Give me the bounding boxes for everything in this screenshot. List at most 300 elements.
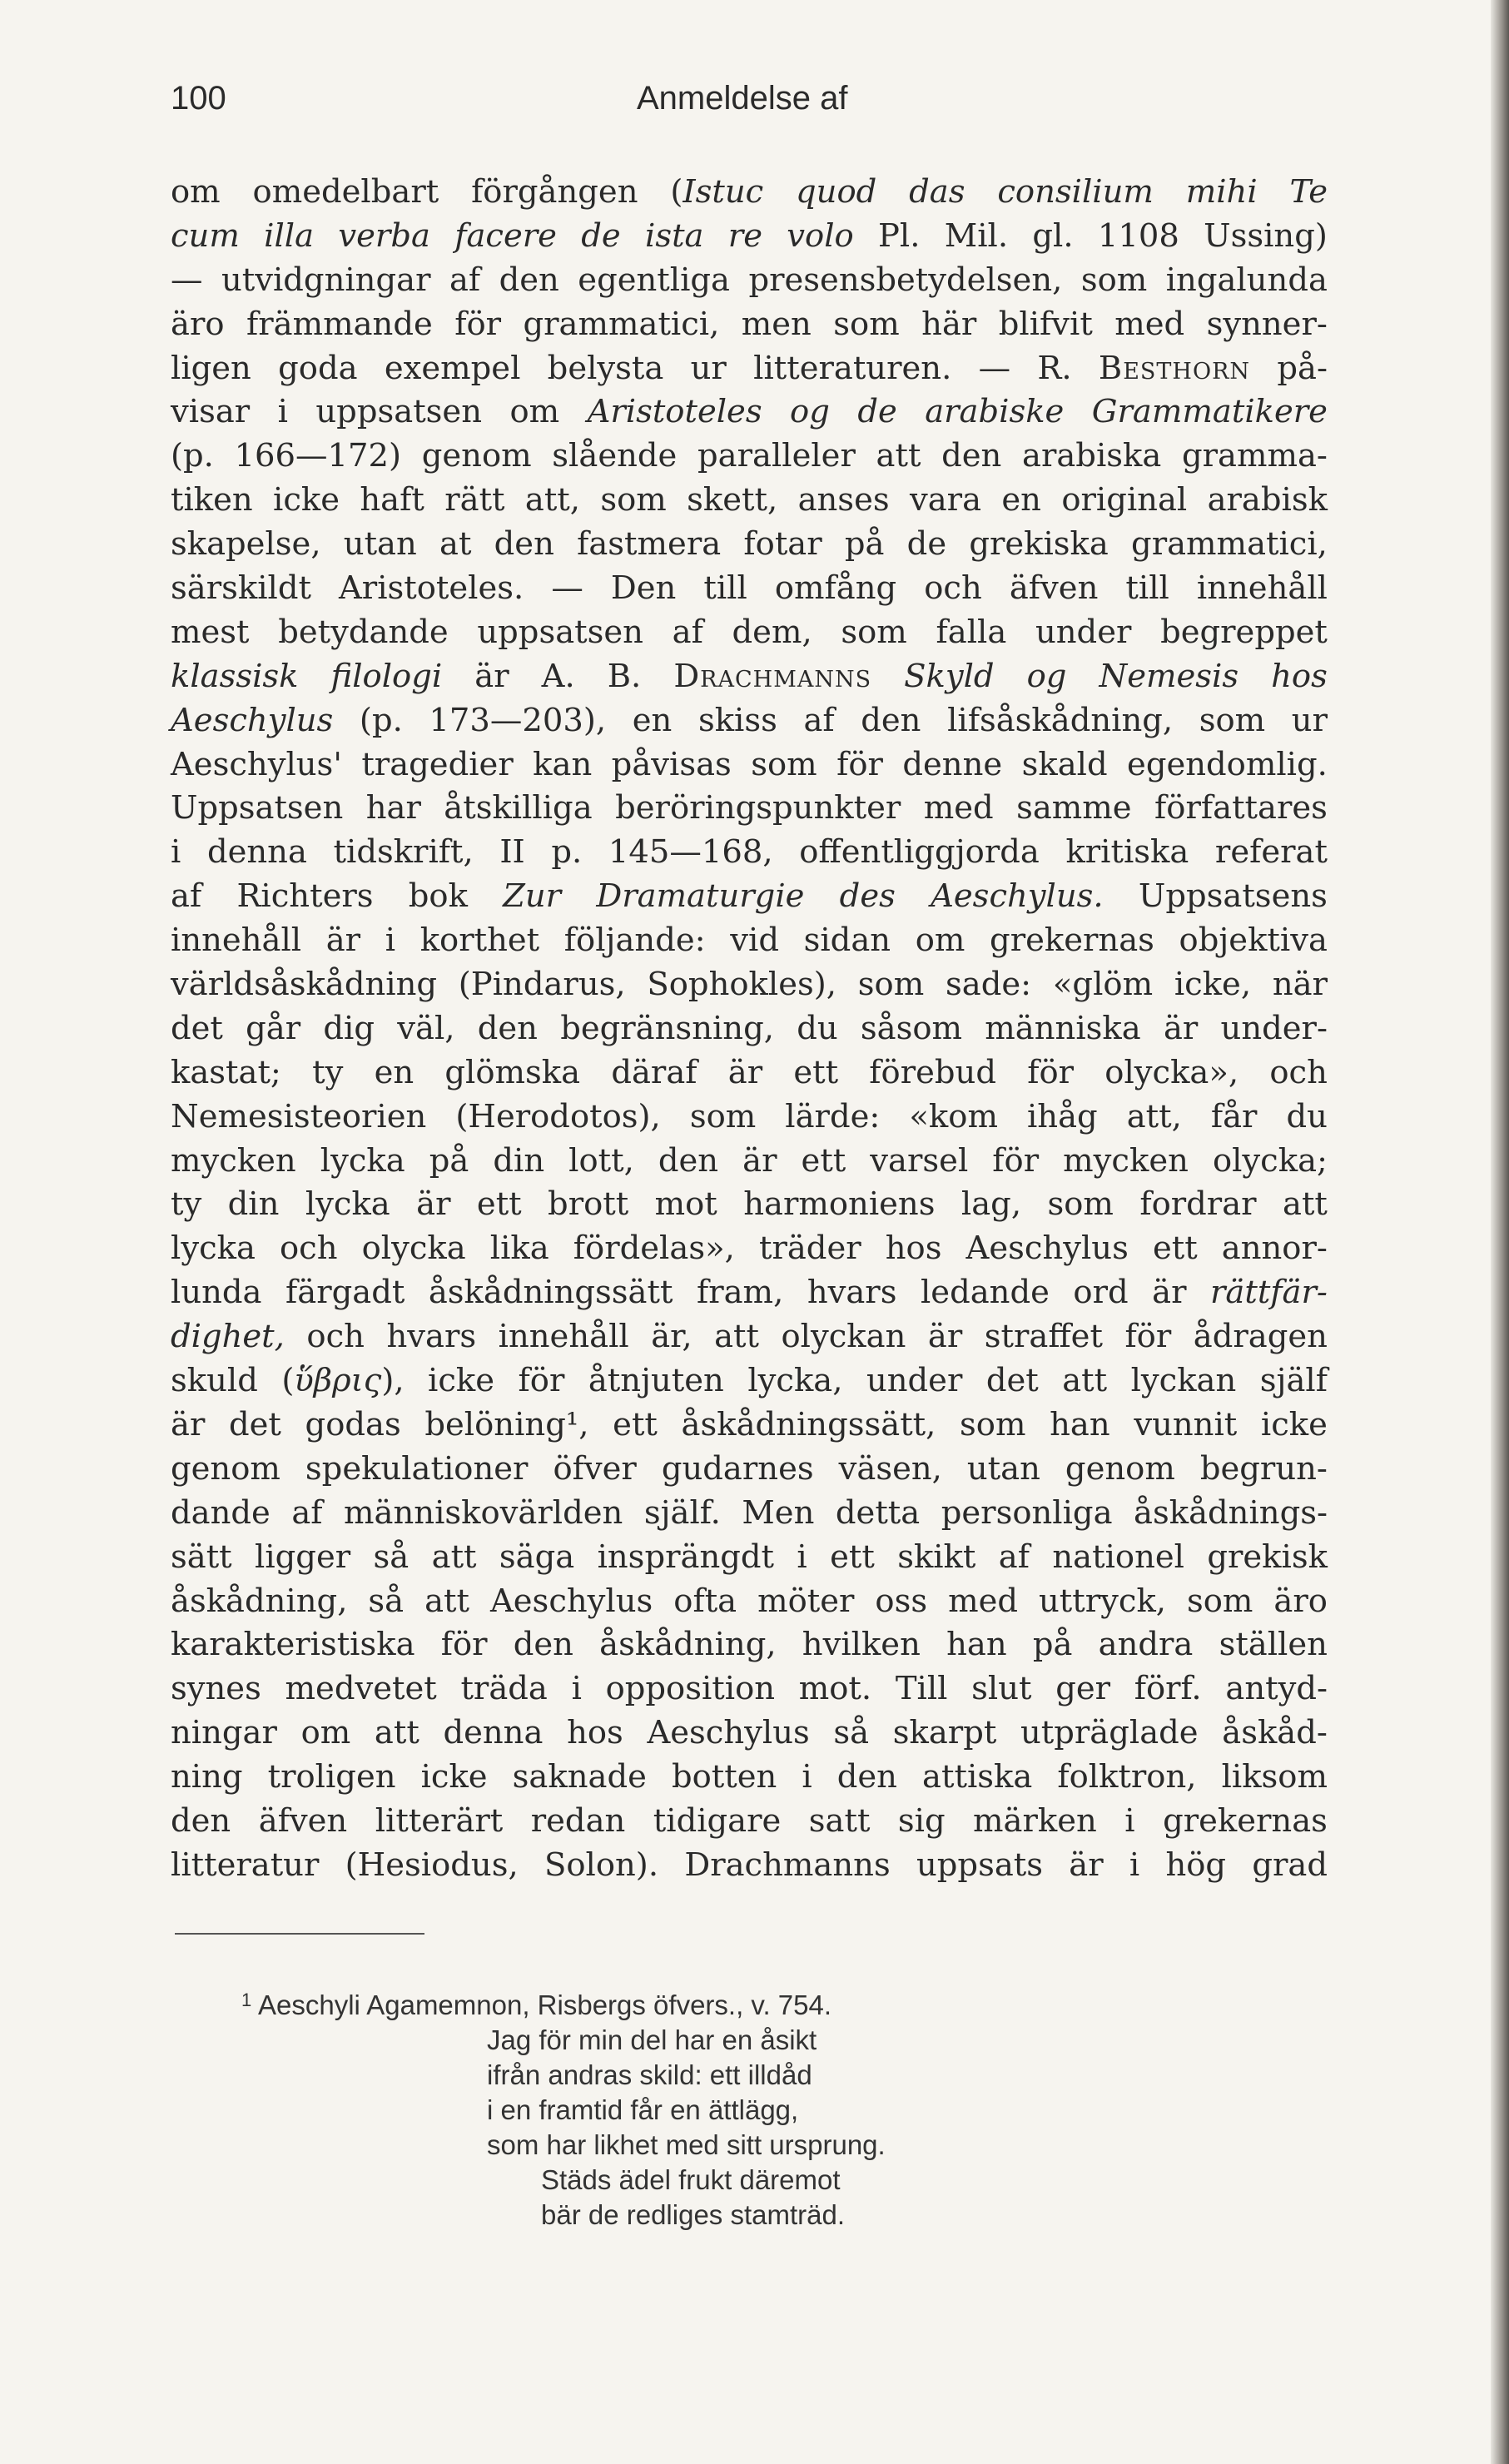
word: går <box>246 1009 301 1047</box>
text-line <box>171 699 1328 743</box>
word: grekiska <box>969 525 1109 564</box>
word: mihi <box>1185 173 1258 211</box>
word: denna <box>443 1714 544 1752</box>
word: saknade <box>512 1758 647 1796</box>
word: utan <box>966 1449 1040 1488</box>
word: grekernas <box>990 922 1154 960</box>
word: «glöm <box>1052 966 1154 1004</box>
word: utan <box>343 525 417 564</box>
word: en <box>1001 481 1041 519</box>
word: annor- <box>1221 1230 1328 1268</box>
running-title: Anmeldelse af <box>637 80 848 117</box>
word: lycka, <box>747 1362 843 1400</box>
word: Te <box>1289 173 1328 211</box>
word: spekulationer <box>305 1449 529 1488</box>
word: människovärlden <box>344 1493 623 1532</box>
word: karakteristiska <box>171 1626 415 1664</box>
text-line <box>171 523 1328 567</box>
text-line <box>171 171 1328 215</box>
word: Ussing) <box>1204 216 1328 255</box>
word: men <box>741 305 812 343</box>
word: icke <box>1260 1405 1328 1443</box>
word: följande: <box>563 922 706 960</box>
text-line <box>171 567 1328 611</box>
text-line <box>171 611 1328 655</box>
word: hvars <box>386 1318 477 1356</box>
word: Aeschylus <box>171 701 334 739</box>
footnote-number: 1 <box>241 1990 252 2010</box>
word: den <box>477 1009 538 1047</box>
word: (Hesiodus, <box>345 1846 519 1884</box>
word: utvidgningar <box>221 261 431 299</box>
word: hos <box>885 1230 942 1268</box>
word: troligen <box>267 1758 396 1796</box>
word: B. <box>607 657 642 695</box>
text-line <box>171 1315 1328 1359</box>
word: A. <box>541 657 575 695</box>
word: skald <box>1021 745 1108 783</box>
word: gramma- <box>1181 437 1328 475</box>
word: den <box>513 1626 573 1664</box>
word: åskådningssätt <box>428 1274 673 1312</box>
word: medvetet <box>285 1670 437 1708</box>
word: som <box>841 613 907 651</box>
word: under <box>866 1362 963 1400</box>
word: på <box>429 1141 469 1180</box>
word: träder <box>758 1230 861 1268</box>
word: det <box>985 1362 1039 1400</box>
text-line <box>171 655 1328 699</box>
word: vid <box>730 922 779 960</box>
word: p. <box>551 833 583 872</box>
word: harmoniens <box>743 1185 936 1224</box>
word: ningar <box>171 1714 277 1752</box>
word: äfven <box>1009 569 1099 608</box>
word: innehåll <box>1196 569 1328 608</box>
text-line <box>171 479 1328 523</box>
word: verba <box>338 216 430 255</box>
word: cum <box>171 216 240 255</box>
word: förf. <box>1134 1670 1202 1708</box>
verse-line: i en framtid får en ättlägg, <box>487 2094 799 2125</box>
word: ligger <box>255 1538 351 1576</box>
word: insprängdt <box>597 1538 775 1576</box>
word: — <box>171 261 203 299</box>
word: offentliggjorda <box>799 833 1040 872</box>
word: skiss <box>697 701 777 739</box>
word: kan <box>533 745 593 783</box>
word: Skyld <box>904 657 995 695</box>
word: åskådnings- <box>1134 1493 1328 1532</box>
word: icke <box>428 1362 495 1400</box>
word: världsåskådning <box>171 966 438 1004</box>
word: original <box>1061 481 1188 519</box>
word: är <box>1152 1274 1187 1312</box>
text-line <box>171 259 1328 303</box>
word: omfång <box>774 569 897 608</box>
word: det <box>171 1009 223 1047</box>
word: för <box>1124 1318 1172 1356</box>
word: icke <box>420 1758 488 1796</box>
word: visar <box>171 393 251 431</box>
word: din <box>493 1141 545 1180</box>
footnote <box>241 1988 1090 2233</box>
word: exempel <box>384 349 521 387</box>
word: litteraturen. <box>753 349 952 387</box>
word: ledande <box>920 1274 1050 1312</box>
word: för <box>1027 1053 1075 1091</box>
word: färgadt <box>285 1274 405 1312</box>
text-line <box>171 1051 1328 1095</box>
word: litteratur <box>171 1846 320 1884</box>
word: skarpt <box>892 1714 997 1752</box>
word: som <box>1187 1582 1253 1620</box>
word: ett <box>793 1053 839 1091</box>
word: ligen <box>171 349 251 387</box>
word: dem, <box>732 613 812 651</box>
word: dighet, <box>171 1318 285 1356</box>
word: lunda <box>171 1274 262 1312</box>
word: re <box>727 216 762 255</box>
word: Sophokles), <box>647 966 836 1004</box>
word: träda <box>460 1670 548 1708</box>
page-edge-shadow <box>1491 0 1509 2464</box>
word: (p. <box>359 701 403 739</box>
word: under- <box>1220 1009 1328 1047</box>
word: nationel <box>1052 1538 1184 1576</box>
word: lott, <box>568 1141 634 1180</box>
word: detta <box>835 1493 921 1532</box>
word: tidigare <box>653 1801 782 1840</box>
word: äfven <box>258 1801 348 1840</box>
word: här <box>921 305 977 343</box>
word: hvars <box>807 1274 897 1312</box>
word: gl. <box>1032 216 1074 255</box>
word: till <box>703 569 747 608</box>
word: som <box>1047 1185 1114 1224</box>
word: han <box>946 1626 1007 1664</box>
text-line <box>171 1844 1328 1888</box>
text-line <box>171 1359 1328 1403</box>
word: Den <box>610 569 677 608</box>
word: Grammatikere <box>1091 393 1328 431</box>
word: referat <box>1214 833 1328 872</box>
word: Mil. <box>944 216 1009 255</box>
word: påvisas <box>611 745 732 783</box>
word: öfver <box>553 1449 637 1488</box>
word: om <box>300 1714 351 1752</box>
word: varsel <box>870 1141 969 1180</box>
word: som <box>1080 261 1148 299</box>
word: som <box>960 1405 1026 1443</box>
word: illa <box>264 216 315 255</box>
word: — <box>978 349 1011 387</box>
word: för <box>440 1626 488 1664</box>
word: sätt <box>171 1538 232 1576</box>
word: das <box>909 173 965 211</box>
word: mycken <box>1063 1141 1189 1180</box>
text-line <box>171 1271 1328 1315</box>
word: så <box>368 1582 405 1620</box>
word: människa <box>985 1009 1141 1047</box>
word: förebud <box>869 1053 996 1091</box>
text-line <box>171 919 1328 963</box>
word: brott <box>548 1185 629 1224</box>
word: Aeschylus. <box>931 877 1104 916</box>
word: ur <box>1291 701 1328 739</box>
word: ihåg <box>1026 1097 1098 1135</box>
word: för <box>992 1141 1040 1180</box>
word: betydande <box>278 613 449 651</box>
word: Uppsatsen <box>171 789 344 827</box>
word: objektiva <box>1179 922 1328 960</box>
word: straffet <box>984 1318 1103 1356</box>
word: en <box>632 701 673 739</box>
word: (ὕβρις), <box>281 1362 405 1400</box>
word: grad <box>1252 1846 1328 1884</box>
word: de <box>906 525 947 564</box>
word: och <box>280 1230 338 1268</box>
word: sade: <box>945 966 1032 1004</box>
word: förgången <box>471 173 638 211</box>
word: de <box>581 216 621 255</box>
word: innehåll <box>498 1318 629 1356</box>
word: olycka; <box>1212 1141 1328 1180</box>
text-line <box>171 1756 1328 1800</box>
word: hos <box>1271 657 1328 695</box>
word: ådragen <box>1193 1318 1328 1356</box>
word: og <box>790 393 830 431</box>
word: synes <box>171 1670 261 1708</box>
word: den <box>836 1758 897 1796</box>
word: som <box>1199 701 1266 739</box>
word: i <box>277 393 288 431</box>
word: Men <box>742 1493 815 1532</box>
word: af <box>171 877 202 916</box>
word: och <box>306 1318 365 1356</box>
word: presensbetydelsen, <box>748 261 1063 299</box>
word: att <box>714 1318 759 1356</box>
text-line <box>171 875 1328 919</box>
word: 145—168, <box>608 833 773 872</box>
word: ett <box>476 1185 522 1224</box>
word: grammatici, <box>523 305 720 343</box>
word: är, <box>651 1318 692 1356</box>
word: i <box>802 1758 812 1796</box>
word: äro <box>1273 1582 1328 1620</box>
word: volo <box>787 216 854 255</box>
word: Aeschylus <box>489 1582 653 1620</box>
word: «kom <box>909 1097 998 1135</box>
word: sidan <box>803 922 891 960</box>
footnote-rule <box>175 1933 424 1935</box>
word: till <box>1125 569 1169 608</box>
word: i <box>385 922 396 960</box>
word: på- <box>1277 349 1328 387</box>
word: korthet <box>419 922 540 960</box>
text-line <box>171 303 1328 347</box>
word: Aristoteles <box>587 393 762 431</box>
word: Drachmanns <box>673 657 872 695</box>
word: i <box>1124 1801 1135 1840</box>
word: får <box>1210 1097 1258 1135</box>
word: väl, <box>397 1009 455 1047</box>
word: är <box>474 657 509 695</box>
word: mest <box>171 613 250 651</box>
word: consilium <box>997 173 1154 211</box>
verse-line: bär de redliges stamträd. <box>541 2199 846 2230</box>
word: personliga <box>941 1493 1113 1532</box>
word: främmande <box>246 305 433 343</box>
word: de <box>857 393 897 431</box>
word: och <box>1269 1053 1328 1091</box>
word: att <box>424 1582 469 1620</box>
word: folktron, <box>1057 1758 1197 1796</box>
word: i <box>797 1538 807 1576</box>
word: klassisk <box>171 657 299 695</box>
word: när <box>1272 966 1328 1004</box>
text-line <box>171 435 1328 479</box>
word: om <box>509 393 560 431</box>
word: Dramaturgie <box>596 877 805 916</box>
word: bok <box>408 877 468 916</box>
text-line <box>171 1140 1328 1184</box>
word: haft <box>360 481 424 519</box>
word: på <box>844 525 885 564</box>
word: så <box>833 1714 870 1752</box>
word: redan <box>530 1801 626 1840</box>
text-line <box>171 1403 1328 1448</box>
word: begreppet <box>1160 613 1328 651</box>
word: ur <box>690 349 727 387</box>
word: med <box>948 1582 1019 1620</box>
word: dande <box>171 1493 271 1532</box>
word: en <box>374 1053 414 1091</box>
word: begrun- <box>1199 1449 1328 1488</box>
word: du <box>797 1009 838 1047</box>
word: begränsning, <box>560 1009 774 1047</box>
word: Zur <box>503 877 562 916</box>
word: som <box>689 1097 757 1135</box>
word: ty <box>312 1053 344 1091</box>
verse-line: Jag för min del har en åsikt <box>487 2024 817 2055</box>
word: om <box>171 173 221 211</box>
word: den <box>494 525 554 564</box>
word: själf <box>1259 1362 1328 1400</box>
word: grekisk <box>1207 1538 1328 1576</box>
word: fram, <box>696 1274 784 1312</box>
word: rättfär- <box>1210 1274 1328 1312</box>
word: med <box>923 789 994 827</box>
word: är <box>742 1141 777 1180</box>
text-line <box>171 1007 1328 1051</box>
word: ista <box>645 216 704 255</box>
word: dig <box>323 1009 375 1047</box>
word: i <box>1129 1846 1140 1884</box>
word: ofta <box>673 1582 737 1620</box>
word: själf. <box>643 1493 721 1532</box>
word: och <box>924 569 982 608</box>
word: för <box>836 745 883 783</box>
text-line <box>171 787 1328 831</box>
word: genom <box>421 437 532 475</box>
word: lag, <box>960 1185 1022 1224</box>
word: fordrar <box>1139 1185 1257 1224</box>
word: att <box>431 1538 477 1576</box>
verse-line: ifrån andras skild: ett illdåd <box>487 2059 812 2090</box>
word: åskåd- <box>1222 1714 1328 1752</box>
word: utpräglade <box>1020 1714 1199 1752</box>
word: ingalunda <box>1165 261 1328 299</box>
word: arabiske <box>925 393 1065 431</box>
word: gudarnes <box>661 1449 814 1488</box>
word: Nemesisteorien <box>171 1097 427 1135</box>
word: ett <box>1152 1230 1198 1268</box>
text-line <box>171 963 1328 1007</box>
text-line <box>171 347 1328 391</box>
word: des <box>839 877 896 916</box>
word: oss <box>875 1582 928 1620</box>
word: lycka <box>305 1185 390 1224</box>
word: olycka <box>361 1230 466 1268</box>
text-line <box>171 1580 1328 1624</box>
word: åskådning, <box>171 1582 348 1620</box>
word: ning <box>171 1758 243 1796</box>
word: ställen <box>1219 1626 1328 1664</box>
word: uppsatsen <box>315 393 482 431</box>
word: (Herodotos), <box>455 1097 661 1135</box>
word: mycken <box>171 1141 296 1180</box>
word: författares <box>1154 789 1328 827</box>
word: kritiska <box>1065 833 1189 872</box>
word: skett, <box>687 481 778 519</box>
word: — <box>551 569 583 608</box>
text-line <box>171 1095 1328 1140</box>
word: slående <box>552 437 678 475</box>
text-line <box>171 1227 1328 1271</box>
word: genom <box>171 1449 280 1488</box>
word: ger <box>1055 1670 1111 1708</box>
word: egendomlig. <box>1127 745 1328 783</box>
word: hos <box>567 1714 623 1752</box>
word: märken <box>973 1801 1097 1840</box>
word: väsen, <box>838 1449 942 1488</box>
word: den <box>658 1141 719 1180</box>
word: på <box>1032 1626 1073 1664</box>
word: opposition <box>605 1670 776 1708</box>
word: ett <box>830 1538 875 1576</box>
word: 166—172) <box>234 437 402 475</box>
word: är <box>727 1053 763 1091</box>
word: Drachmanns <box>684 1846 891 1884</box>
word: af <box>672 613 703 651</box>
word: han <box>1050 1405 1110 1443</box>
text-line <box>171 390 1328 435</box>
word: Till <box>895 1670 948 1708</box>
word: vunnit <box>1134 1405 1238 1443</box>
word: omedelbart <box>252 173 439 211</box>
word: möter <box>757 1582 855 1620</box>
word: den <box>499 261 559 299</box>
word: rätt <box>444 481 505 519</box>
word: är <box>1163 1009 1199 1047</box>
word: attiska <box>922 1758 1033 1796</box>
word: (Pindarus, <box>458 966 626 1004</box>
word: som <box>857 966 925 1004</box>
word: liksom <box>1221 1758 1328 1796</box>
text-line <box>171 1536 1328 1580</box>
text-line <box>171 1711 1328 1756</box>
